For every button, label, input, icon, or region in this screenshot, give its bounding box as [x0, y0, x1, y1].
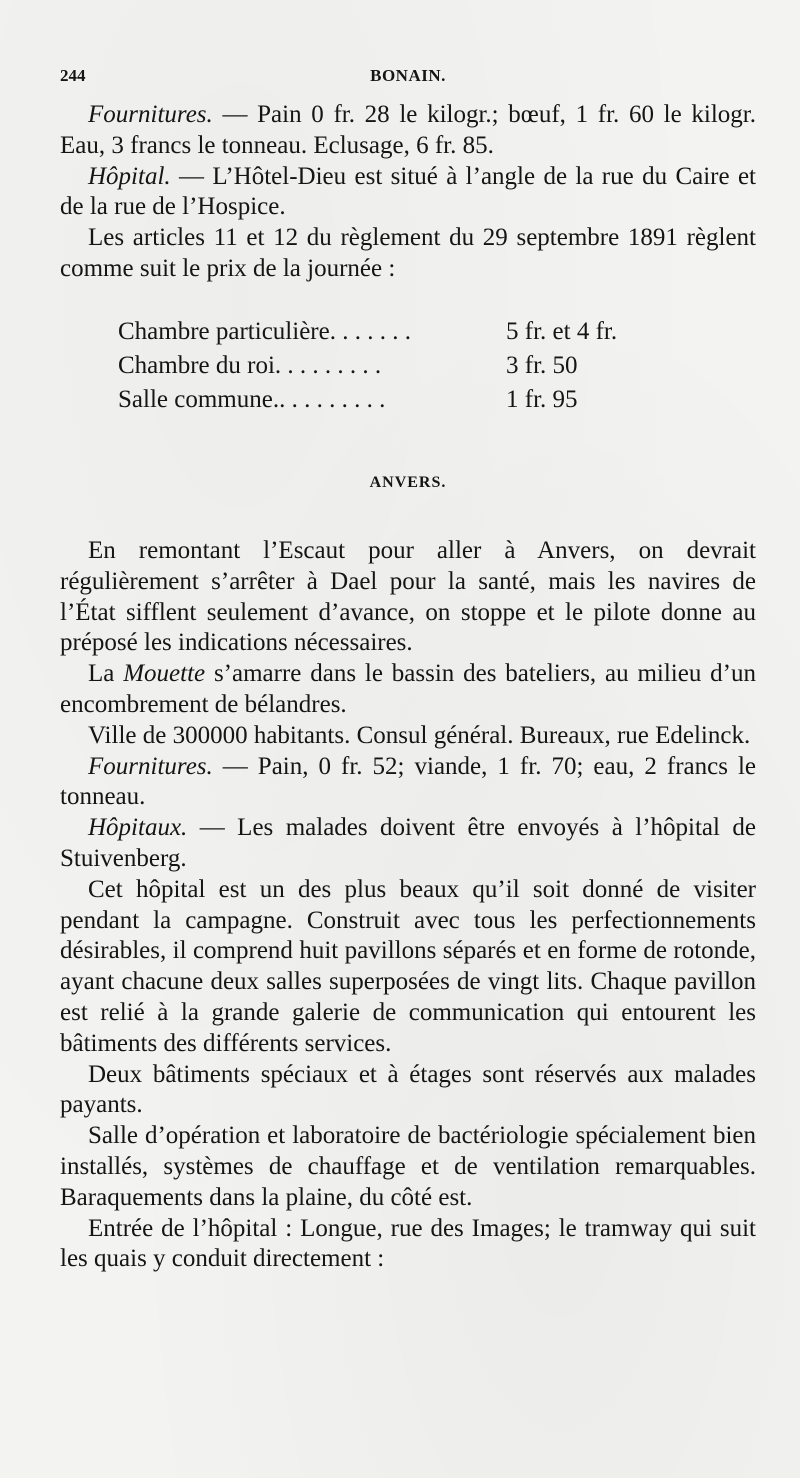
paragraph: Deux bâtiments spéciaux et à étages sont réservés aux malades payants. [60, 1060, 756, 1119]
mouette-prefix: La [88, 660, 124, 688]
price-row [118, 383, 718, 417]
paragraph-mouette [60, 659, 756, 721]
fournitures-label: Fournitures. [88, 101, 213, 128]
paragraph: Cet hôpital est un des plus beaux qu’il soit donné de visiter pendant la campagne. Construit avec tous les perfectionnements désirables, il comprend huit pavillons séparés et en forme de rotonde, ayant chacune deux salles superposées de vingt lits. Chaque pavillon est relié à la grande galerie de communication qui entourent les bâtiments des différents services. [60, 875, 756, 1057]
price-value: 1 fr. 95 [506, 386, 578, 413]
price-label: Salle commune.. . . . . . . . . [118, 386, 386, 413]
page-number: 244 [60, 66, 86, 85]
section-title: ANVERS. [369, 474, 447, 491]
fournitures-label: Fournitures. [88, 752, 213, 780]
paragraph-fournitures [60, 100, 756, 162]
fournitures-text: — Pain 0 fr. 28 le kilogr.; bœuf, 1 fr. 60 le kilogr. Eau, 3 francs le tonneau. Eclusage, 6 fr. 85. [60, 101, 756, 159]
price-label: Chambre particulière. . . . . . . [118, 318, 411, 345]
hopital-label: Hôpital. [88, 162, 171, 190]
running-title: BONAIN. [370, 66, 446, 85]
hopitaux-text: — Les malades doivent être envoyés à l’hôpital de Stuivenberg. [60, 814, 756, 872]
hopital-text: — L’Hôtel-Dieu est situé à l’angle de la rue du Caire et de la rue de l’Hospice. [60, 162, 756, 221]
paragraph: En remontant l’Escaut pour aller à Anvers, on devrait régulièrement s’arrêter à Dael pour la santé, mais les navires de l’État sifflent seulement d’avance, on stoppe et le pilote donne au préposé les indications nécessaires. [60, 537, 756, 657]
page-header [60, 66, 756, 96]
price-row [118, 349, 718, 383]
mouette-suffix: s’amarre dans le bassin des bateliers, au milieu d’un encombrement de bélandres. [60, 660, 756, 718]
price-table [118, 315, 718, 417]
price-value: 5 fr. et 4 fr. [506, 318, 618, 345]
fournitures-text: — Pain, 0 fr. 52; viande, 1 fr. 70; eau, 2 francs le tonneau. [60, 752, 756, 811]
anvers-section [60, 536, 756, 1275]
paragraph: Ville de 300000 habitants. Consul général. Bureaux, rue Edelinck. [88, 721, 751, 749]
paragraph: Entrée de l’hôpital : Longue, rue des Images; le tramway qui suit les quais y conduit directement : [60, 1214, 756, 1273]
paragraph-hopitaux [60, 813, 756, 875]
price-value: 3 fr. 50 [506, 352, 578, 379]
ship-name: Mouette [123, 660, 206, 688]
paragraph-reglement: Les articles 11 et 12 du règlement du 29 septembre 1891 règlent comme suit le prix de la journée : [60, 224, 756, 282]
paragraph-hopital [60, 162, 756, 224]
price-label: Chambre du roi. . . . . . . . . [118, 352, 382, 379]
paragraph: Salle d’opération et laboratoire de bactériologie spécialement bien installés, systèmes de chauffage et de ventilation remarquables. Baraquements dans la plaine, du côté est. [60, 1122, 756, 1211]
bonain-section [60, 100, 756, 285]
price-row [118, 315, 718, 349]
hopitaux-label: Hôpitaux. [88, 814, 188, 842]
paragraph-fournitures [60, 752, 756, 814]
